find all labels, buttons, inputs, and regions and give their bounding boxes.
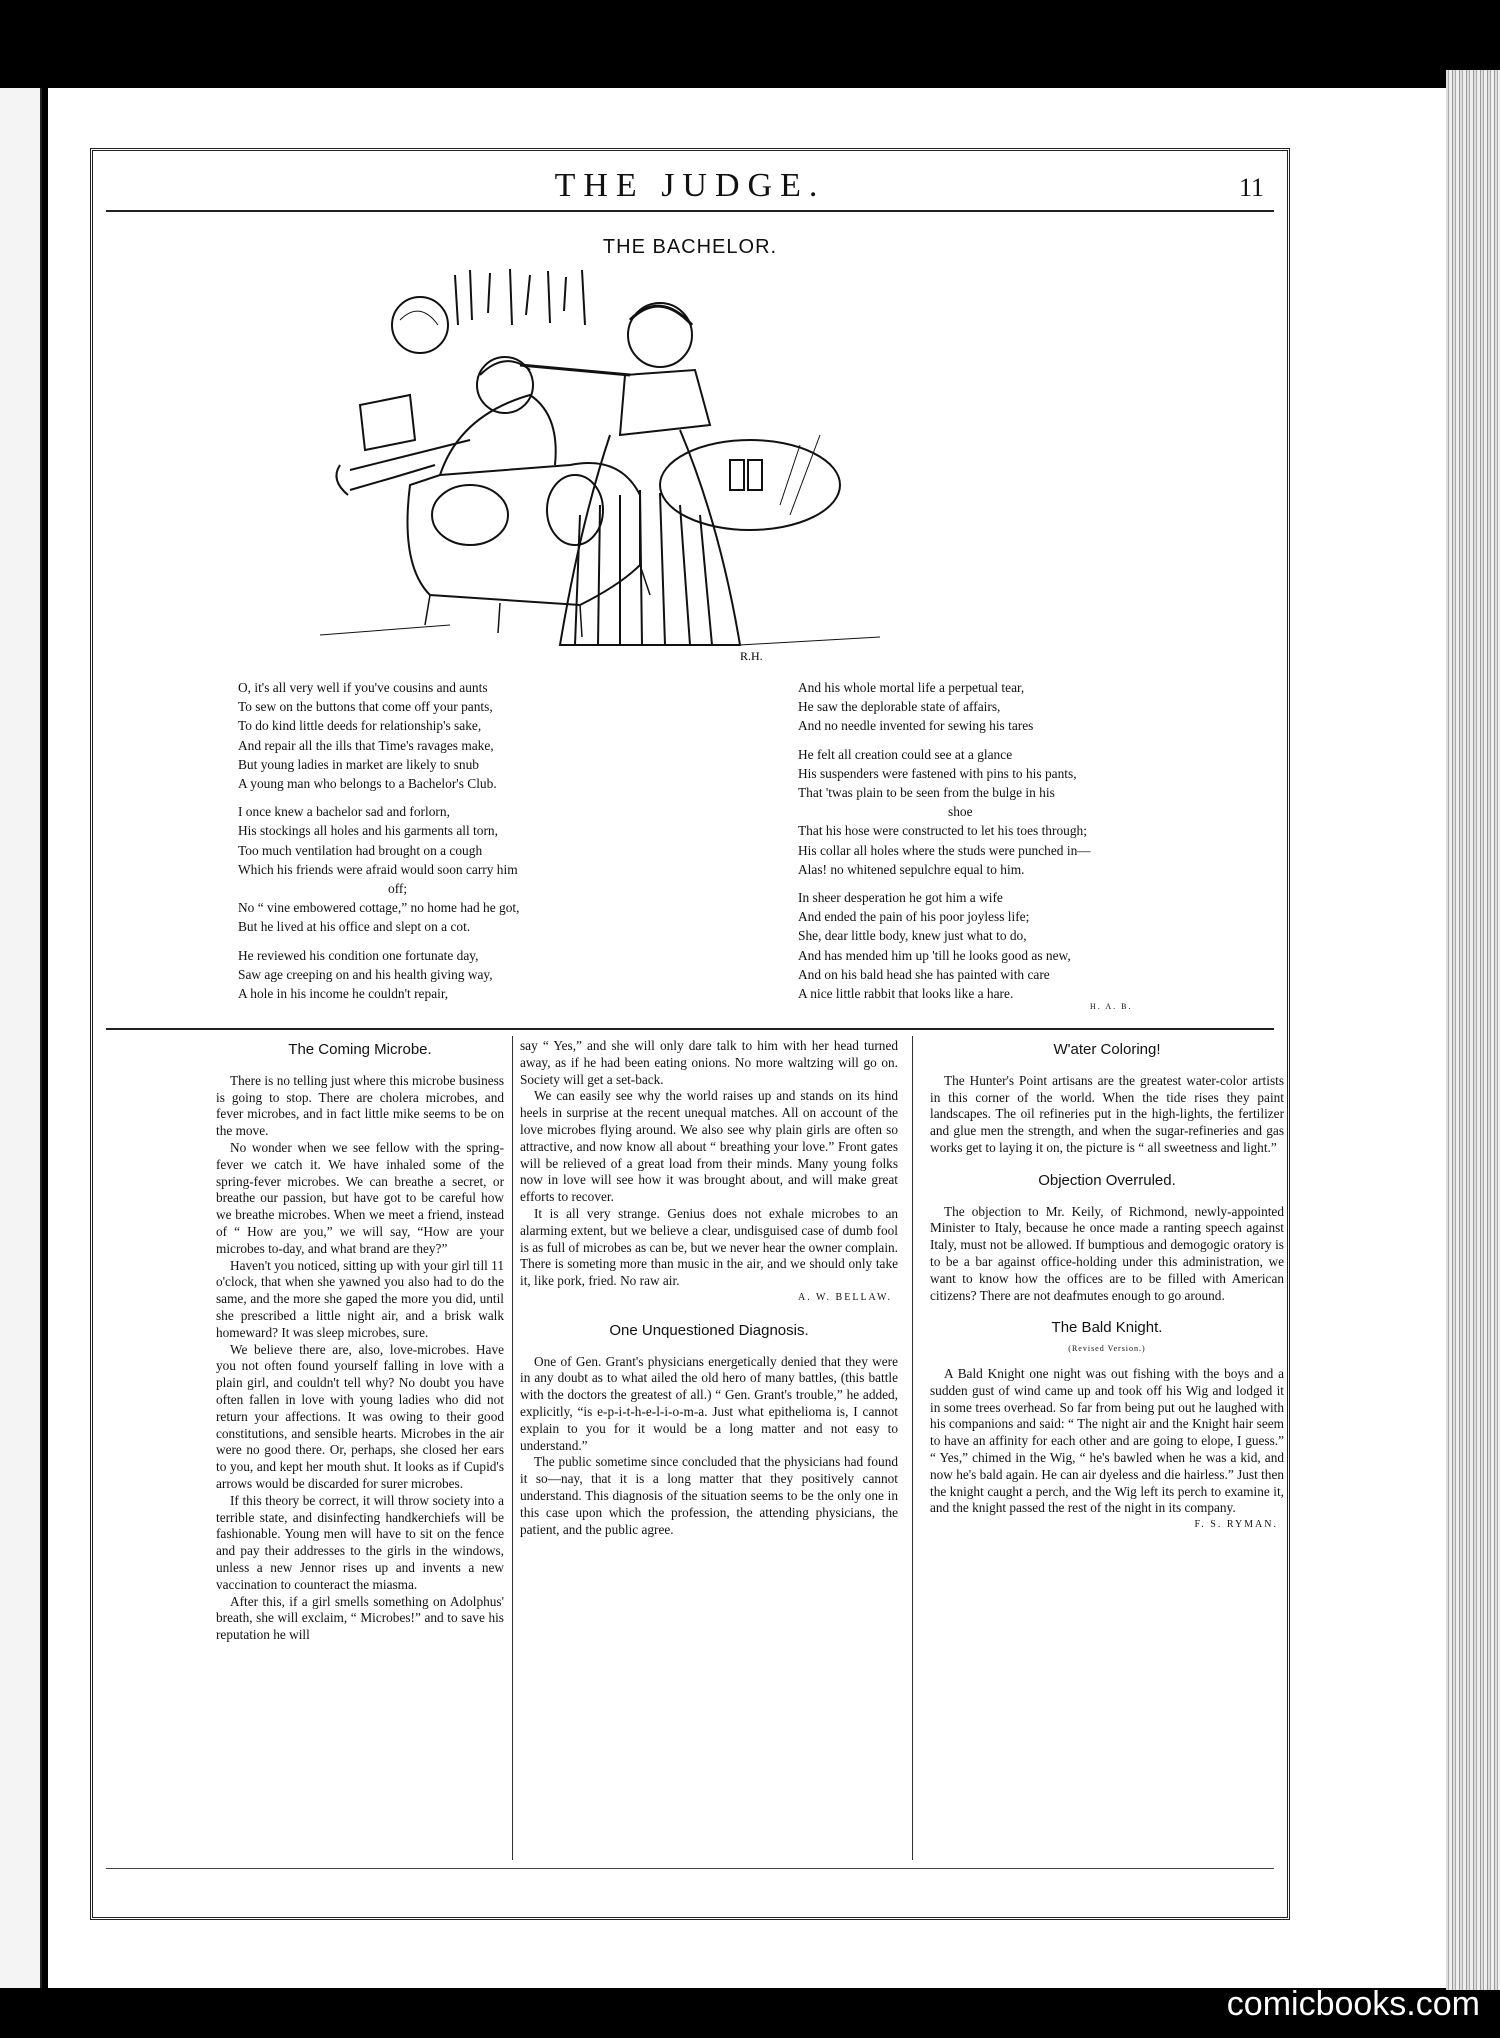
article-paragraph: The public sometime since concluded that the physicians had found it so—nay, that it is a long matter that they positively cannot understand. This diagnosis of the situation seems to be the only one in this case upon which the profession, the attending physicians, the patient, and the public agree. [520,1454,898,1537]
article-title-water-coloring: W'ater Coloring! [1053,1041,1161,1058]
poem-stanza [238,802,618,936]
article-paragraph: say “ Yes,” and she will only dare talk to him with her head turned away, as if he had been eating onions. No more waltzing will go on. Society will get a set-back. [520,1038,898,1087]
article-subtitle: (Revised Version.) [1068,1344,1146,1354]
sofa [408,463,641,605]
masthead-title: THE JUDGE. [554,167,826,204]
poem-stanza [238,678,618,793]
poem-line: But he lived at his office and slept on a cot. [238,919,471,935]
article-title-diagnosis: One Unquestioned Diagnosis. [609,1321,809,1339]
article-signature-bellaw: A. W. BELLAW. [798,1291,892,1303]
poem-line: To sew on the buttons that come off your pants, [238,699,493,715]
poem-line: In sheer desperation he got him a wife [798,890,1003,906]
poem-line: And his whole mortal life a perpetual tear, [798,680,1025,695]
poem-line: Saw age creeping on and his health giving way, [238,966,493,982]
bottom-rule [106,1868,1274,1869]
curtain-strokes [455,269,585,325]
article-continuation [520,1038,898,1290]
article-column-3 [930,1038,1284,1534]
poem-line: I once knew a bachelor sad and forlorn, [238,804,450,820]
woman-collar [620,370,710,435]
poem-stanza [798,745,1188,879]
page-number: 11 [1238,173,1264,202]
poem-line: O, it's all very well if you've cousins and aunts [238,680,488,695]
article-body-water-coloring [930,1073,1284,1157]
poem-line: That 'twas plain to be seen from the bulge in his [798,785,1055,801]
article-signature-ryman: F. S. RYMAN. [1194,1519,1278,1531]
poem-line: And repair all the ills that Time's ravages make, [238,737,494,753]
article-paragraph: The Hunter's Point artisans are the greatest water-color artists in this corner of the world. When the tide rises they paint landscapes. The oil refineries put in the high-lights, the fertilizer and glue men the strength, and when the sugar-refineries and gas works get to laying it on, the picture is “ all sweetness and light.” [930,1072,1284,1155]
article-title-bald-knight: The Bald Knight. [1051,1319,1163,1337]
poem-line: A hole in his income he couldn't repair, [238,986,449,1002]
cartoon-artist-signature: R.H. [740,649,763,663]
site-watermark: comicbooks.com [1226,1985,1480,2023]
poem-line: And no needle invented for sewing his tares [798,718,1034,734]
masthead [106,165,1274,215]
column-divider-1 [512,1036,513,1860]
poem-line: No “ vine embowered cottage,” no home had he got, [238,900,520,916]
poem-stanza [238,946,618,1004]
article-body-diagnosis [520,1354,898,1539]
poem-line: A nice little rabbit that looks like a hare. [798,986,1014,1002]
facing-page-edge [0,88,42,1988]
paintbrush [520,365,630,375]
poem-line: Too much ventilation had brought on a cough [238,842,483,858]
poem-stanza [798,888,1188,1003]
poem-line: He felt all creation could see at a glance [798,746,1013,762]
poem-line: To do kind little deeds for relationship's sake, [238,718,482,734]
article-paragraph: No wonder when we see fellow with the spring-fever we catch it. We have inhaled some of the spring-fever microbes. We can breathe a secret, or breathe our passion, but have got to be careful how we breathe microbes. When we meet a friend, instead of “ How are you,” we will say, “How are your microbes to-day, and what brand are they?” [216,1139,504,1256]
column-divider-2 [912,1036,913,1860]
article-paragraph: We believe there are, also, love-microbes. Have you not often found yourself falling in love with a plain girl, and couldn't tell why? No doubt you have often fallen in love with young ladies who did not return your affections. It was owing to their good constitutions, and sensible hearts. Microbes in the air were no good there. Or, perhaps, she closed her ears to you, and kept her mouth shut. It looks as if Cupid's arrows would be discarded for surer microbes. [216,1341,504,1491]
article-paragraph: There is no telling just where this microbe business is going to stop. There are cholera microbes, and fever microbes, and in fact little mike seems to be on the move. [216,1072,504,1139]
poem-line: Which his friends were afraid would soon carry him [238,861,518,877]
article-body-bald-knight [930,1366,1284,1517]
poem-line: His suspenders were fastened with pins to his pants, [798,765,1077,781]
poem-line: A young man who belongs to a Bachelor's Club. [238,776,497,792]
poem-line: And has mended him up 'till he looks good as new, [798,947,1071,963]
poem-left-column [238,678,618,1012]
article-paragraph: Haven't you noticed, sitting up with your girl till 11 o'clock, that when she yawned you also had to do the same, and the more she gaped the more you did, until she prescribed a little night air, and a brisk walk homeward? It was sleep microbes, sure. [216,1257,504,1340]
article-paragraph: A Bald Knight one night was out fishing with the boys and a sudden gust of wind came up and took off his Wig and lodged it in some trees overhead. So far from being put out he laughed with his companions and said: “ The night air and the Knight hair seem to have an affinity for each other and are going to elope, I guess.” “ Yes,” chimed in the Wig, “ he's bawled when he was a kid, and now he's bald again. He can air dyeless and die hairless.” Just then the knight caught a perch, and the Wig left its perch to examine it, and the knight passed the rest of the night in its company. [930,1365,1284,1516]
bachelor-cartoon-illustration [320,265,1100,665]
poem-stanza [798,678,1188,736]
poem-signature: H. A. B. [1090,1002,1133,1011]
poem-line: She, dear little body, knew just what to do, [798,928,1027,944]
poem-line: off; [388,881,408,897]
poem-line: He saw the deplorable state of affairs, [798,699,1001,715]
poem-line: His collar all holes where the studs were punched in— [798,842,1091,858]
article-title-coming-microbe: The Coming Microbe. [288,1041,432,1058]
article-body-objection [930,1204,1284,1305]
poem-line: That his hose were constructed to let his toes through; [798,823,1087,839]
poem-line: And on his bald head she has painted with care [798,966,1050,982]
article-paragraph: One of Gen. Grant's physicians energetically denied that they were in any doubt as to what ailed the old hero of many battles, (this battle with the doctors the greatest of all.) “ Gen. Grant's trouble,” he added, explicitly, “is e-p-i-t-h-e-l-i-o-m-a. Just what epithelioma is, I cannot explain to you for it would be a long matter and not easy to understand.” [520,1353,898,1453]
poem-line: His stockings all holes and his garments all torn, [238,823,498,839]
article-paragraph: After this, if a girl smells something on Adolphus' breath, she will exclaim, “ Microbes!” and to save his reputation he will [216,1593,504,1643]
round-wall-plaque [392,297,448,353]
poem-line: Alas! no whitened sepulchre equal to him. [798,861,1025,877]
masthead-rule [106,210,1274,212]
poem-line: But young ladies in market are likely to snub [238,756,479,772]
poem-line: He reviewed his condition one fortunate day, [238,947,479,963]
cartoon-title: THE BACHELOR. [602,236,778,258]
book-page-edges [1446,70,1500,1990]
article-body-coming-microbe [216,1073,504,1644]
article-column-2 [520,1038,898,1538]
section-rule [106,1028,1274,1030]
article-paragraph: If this theory be correct, it will throw society into a terrible state, and disinfecting handkerchiefs will be fashionable. Young men will have to sit on the fence and pay their addresses to the girls in the windows, unless a new Jennor rises up and invents a new vaccination to counteract the miasma. [216,1492,504,1592]
poem-right-column [798,678,1188,1012]
poem-line: And ended the pain of his poor joyless life; [798,909,1030,925]
article-title-objection: Objection Overruled. [1038,1171,1176,1189]
article-paragraph: The objection to Mr. Keily, of Richmond, newly-appointed Minister to Italy, because he once made a ranting speech against Italy, must not be allowed. If bumptious and demogogic oratory is to be a bar against office-holding under this administration, we want to know how the offices are to be filled with American citizens? There are not deafmutes enough to go around. [930,1203,1284,1303]
article-column-1 [216,1038,504,1644]
picture-frame [360,395,415,450]
article-paragraph: We can easily see why the world raises up and stands on its hind heels in surprise at the recent unequal matches. All on account of the love microbes flying around. We also see why plain girls are often so attractive, and now know all about “ breathing your love.” Front gates will be relieved of a great load from their minds. Many young folks now in love will see how it was brought about, and will make great efforts to recover. [520,1088,898,1205]
poem-line: shoe [948,804,973,820]
article-paragraph: It is all very strange. Genius does not exhale microbes to an alarming extent, but we believe a clear, undisguised case of dumb fool is as full of microbes as can be, but we never hear the owner complain. There is someting more than music in the air, and we should only take it, like pork, fried. No raw air. [520,1205,898,1289]
